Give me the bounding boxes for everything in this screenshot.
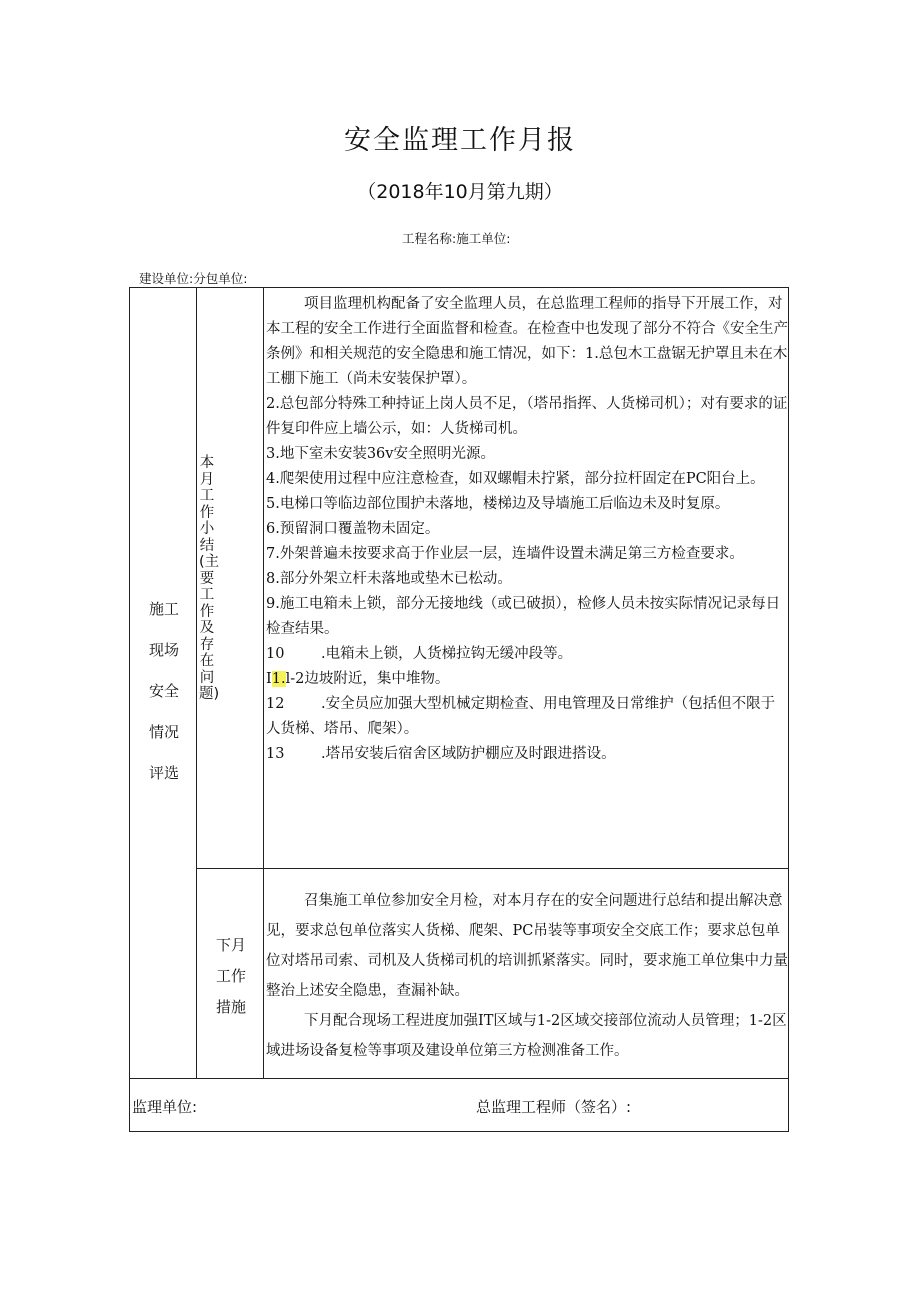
summary-item: 7.外架普遍未按要求高于作业层一层，连墙件设置未满足第三方检查要求。 (266, 546, 744, 562)
item-number: 13 (266, 746, 285, 762)
section-label-line: 施工 (148, 600, 179, 618)
item-text: .塔吊安装后宿舍区域防护棚应及时跟进搭设。 (321, 746, 616, 762)
project-name-line: 工程名称:施工单位: (402, 231, 511, 246)
summary-item: 2.总包部分特殊工种持证上岗人员不足，（塔吊指挥、人货梯司机）；对有要求的证件复印件应上墙公示，如：人货梯司机。 (266, 396, 788, 437)
measures-label-line: 下月 (215, 936, 246, 954)
summary-item-10 (266, 642, 788, 667)
summary-item: 8.部分外架立杆未落地或垫木已松动。 (266, 571, 512, 587)
summary-label: 本月工作小结(主要工作及存在问题) (199, 455, 220, 702)
measures-label-line: 措施 (215, 998, 246, 1016)
measures-paragraph: 召集施工单位参加安全月检，对本月存在的安全问题进行总结和提出解决意见，要求总包单位落实人货梯、爬架、PC吊装等事项安全交底工作；要求总包单位对塔吊司索、司机及人货梯司机的培训抓紧落实。同时，要求施工单位集中力量整治上述安全隐患，查漏补缺。 (266, 893, 788, 999)
item-text: .安全员应加强大型机械定期检查、用电管理及日常维护（包括但不限于人货梯、塔吊、爬架）。 (266, 696, 776, 737)
item-text: l-2边坡附近，集中堆物。 (285, 671, 450, 687)
summary-item: 5.电梯口等临边部位围护未落地，楼梯边及导墙施工后临边未及时复原。 (266, 496, 730, 512)
item-prefix: I (266, 671, 272, 687)
measures-label-line: 工作 (215, 967, 246, 985)
summary-item-11 (266, 667, 788, 692)
summary-item: 4.爬架使用过程中应注意检查，如双螺帽未拧紧，部分拉杆固定在PC阳台上。 (266, 471, 765, 487)
summary-item-12 (266, 692, 788, 742)
footer-divider (129, 1078, 789, 1079)
summary-item: 9.施工电箱未上锁，部分无接地线（或已破损），检修人员未按实际情况记录每日检查结果。 (266, 596, 781, 637)
report-period: （2018年10月第九期） (357, 181, 563, 203)
item-number: 10 (266, 646, 285, 662)
measures-label (198, 930, 264, 1023)
page-title: 安全监理工作月报 (344, 125, 576, 156)
summary-item: 3.地下室未安装36v安全照明光源。 (266, 446, 495, 462)
chief-engineer-signature-label: 总监理工程师（签名）: (476, 1098, 632, 1116)
summary-item: 6.预留洞口覆盖物未固定。 (266, 521, 440, 537)
measures-paragraph: 下月配合现场工程进度加强IT区域与1-2区域交接部位流动人员管理；1-2区域进场设备复检等事项及建设单位第三方检测准备工作。 (266, 1013, 787, 1059)
section-label-line: 安全 (148, 682, 179, 700)
section-label (131, 589, 197, 794)
summary-content (266, 292, 788, 767)
row-divider (196, 868, 789, 869)
summary-item-13 (266, 742, 788, 767)
units-line: 建设单位:分包单位: (139, 271, 248, 286)
section-label-line: 情况 (148, 723, 179, 741)
item-text: .电箱未上锁，人货梯拉钩无缓冲段等。 (321, 646, 573, 662)
highlighted-text: 1. (271, 671, 286, 687)
measures-content (266, 886, 788, 1066)
section-label-line: 评选 (148, 764, 179, 782)
item-number: 12 (266, 696, 285, 712)
section-label-line: 现场 (148, 641, 179, 659)
supervisor-unit-label: 监理单位: (132, 1098, 198, 1116)
summary-intro: 项目监理机构配备了安全监理人员，在总监理工程师的指导下开展工作，对本工程的安全工作进行全面监督和检查。在检查中也发现了部分不符合《安全生产条例》和相关规范的安全隐患和施工情况，如下：1.总包木工盘锯无护罩且未在木工棚下施工（尚未安装保护罩）。 (266, 296, 788, 387)
